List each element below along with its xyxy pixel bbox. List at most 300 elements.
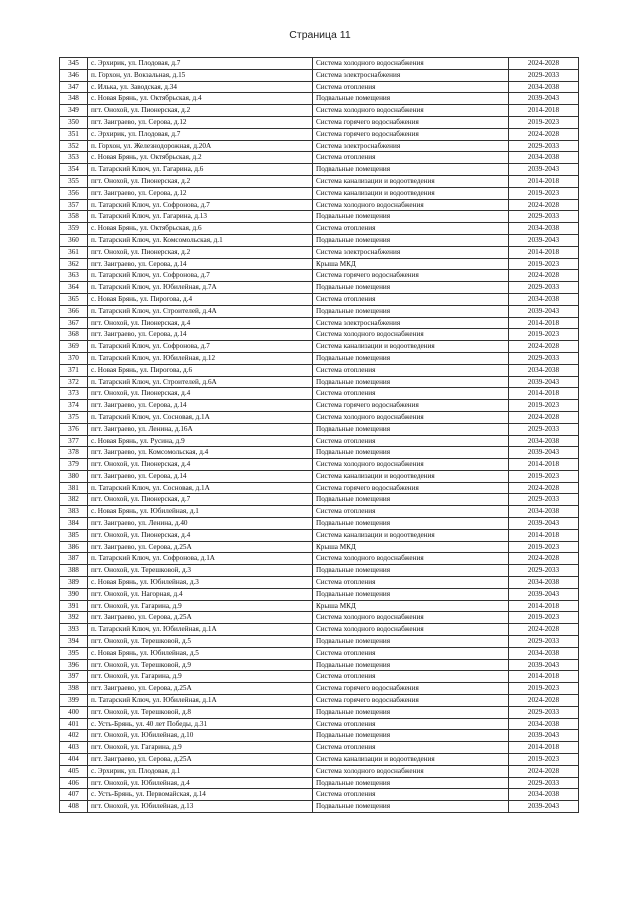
row-period: 2019-2023 <box>509 187 579 199</box>
row-number: 345 <box>60 58 88 70</box>
row-number: 391 <box>60 600 88 612</box>
table-row <box>60 69 579 81</box>
table-row <box>60 175 579 187</box>
row-system: Подвальные помещения <box>313 777 509 789</box>
table-row <box>60 270 579 282</box>
row-system: Система горячего водоснабжения <box>313 270 509 282</box>
row-number: 390 <box>60 588 88 600</box>
row-system: Система холодного водоснабжения <box>313 553 509 565</box>
row-number: 384 <box>60 518 88 530</box>
row-number: 376 <box>60 423 88 435</box>
row-system: Подвальные помещения <box>313 352 509 364</box>
row-period: 2019-2023 <box>509 470 579 482</box>
row-address: пгт. Заиграево, ул. Ленина, д.16А <box>88 423 313 435</box>
row-system: Подвальные помещения <box>313 588 509 600</box>
row-system: Система отопления <box>313 647 509 659</box>
row-system: Подвальные помещения <box>313 376 509 388</box>
row-period: 2014-2018 <box>509 600 579 612</box>
row-period: 2019-2023 <box>509 258 579 270</box>
table-row <box>60 777 579 789</box>
table-row <box>60 128 579 140</box>
row-number: 377 <box>60 435 88 447</box>
row-number: 383 <box>60 506 88 518</box>
row-period: 2039-2043 <box>509 164 579 176</box>
row-system: Система отопления <box>313 577 509 589</box>
row-address: пгт. Онохой, ул. Пионерская, д.2 <box>88 105 313 117</box>
row-address: пгт. Онохой, ул. Пионерская, д.7 <box>88 494 313 506</box>
row-period: 2034-2038 <box>509 435 579 447</box>
row-period: 2014-2018 <box>509 105 579 117</box>
row-system: Подвальные помещения <box>313 93 509 105</box>
row-number: 393 <box>60 624 88 636</box>
row-system: Система холодного водоснабжения <box>313 459 509 471</box>
row-address: с. Новая Брянь, ул. Октябрьская, д.2 <box>88 152 313 164</box>
row-period: 2019-2023 <box>509 754 579 766</box>
row-number: 398 <box>60 683 88 695</box>
row-system: Подвальные помещения <box>313 211 509 223</box>
row-address: с. Новая Брянь, ул. Октябрьская, д.4 <box>88 93 313 105</box>
row-system: Подвальные помещения <box>313 636 509 648</box>
row-address: пгт. Заиграево, ул. Серова, д.14 <box>88 258 313 270</box>
row-address: п. Татарский Ключ, ул. Сосновая, д.1А <box>88 482 313 494</box>
row-period: 2034-2038 <box>509 152 579 164</box>
row-address: с. Усть-Брянь, ул. Первомайская, д.14 <box>88 789 313 801</box>
table-row <box>60 671 579 683</box>
row-address: п. Горхон, ул. Вокзальная, д.15 <box>88 69 313 81</box>
table-row <box>60 187 579 199</box>
row-period: 2029-2033 <box>509 282 579 294</box>
table-row <box>60 801 579 813</box>
row-period: 2024-2028 <box>509 341 579 353</box>
row-address: п. Татарский Ключ, ул. Софронова, д.7 <box>88 199 313 211</box>
row-number: 382 <box>60 494 88 506</box>
row-period: 2024-2028 <box>509 199 579 211</box>
row-number: 356 <box>60 187 88 199</box>
row-period: 2034-2038 <box>509 577 579 589</box>
row-number: 396 <box>60 659 88 671</box>
row-address: с. Новая Брянь, ул. Юбилейная, д.1 <box>88 506 313 518</box>
table-row <box>60 789 579 801</box>
row-system: Система отопления <box>313 81 509 93</box>
row-number: 405 <box>60 765 88 777</box>
row-number: 362 <box>60 258 88 270</box>
row-number: 399 <box>60 695 88 707</box>
row-period: 2024-2028 <box>509 128 579 140</box>
row-number: 351 <box>60 128 88 140</box>
row-address: с. Эрхирик, ул. Плодовая, д.7 <box>88 58 313 70</box>
table-row <box>60 565 579 577</box>
row-period: 2019-2023 <box>509 329 579 341</box>
row-number: 394 <box>60 636 88 648</box>
row-system: Система горячего водоснабжения <box>313 116 509 128</box>
page-header: Страница 11 <box>289 29 351 41</box>
row-number: 368 <box>60 329 88 341</box>
row-period: 2014-2018 <box>509 317 579 329</box>
row-number: 347 <box>60 81 88 93</box>
row-number: 379 <box>60 459 88 471</box>
row-period: 2039-2043 <box>509 234 579 246</box>
row-period: 2039-2043 <box>509 730 579 742</box>
table-row <box>60 600 579 612</box>
table-row <box>60 683 579 695</box>
row-period: 2039-2043 <box>509 376 579 388</box>
row-system: Подвальные помещения <box>313 164 509 176</box>
row-number: 373 <box>60 388 88 400</box>
row-system: Система холодного водоснабжения <box>313 411 509 423</box>
registry-table <box>59 57 579 813</box>
row-period: 2039-2043 <box>509 659 579 671</box>
row-period: 2014-2018 <box>509 459 579 471</box>
row-address: пгт. Онохой, ул. Терешковой, д.3 <box>88 565 313 577</box>
row-number: 370 <box>60 352 88 364</box>
table-row <box>60 105 579 117</box>
row-address: пгт. Заиграево, ул. Серова, д.12 <box>88 187 313 199</box>
row-number: 385 <box>60 529 88 541</box>
row-number: 366 <box>60 305 88 317</box>
row-period: 2014-2018 <box>509 388 579 400</box>
row-number: 374 <box>60 400 88 412</box>
row-address: пгт. Онохой, ул. Юбилейная, д.10 <box>88 730 313 742</box>
row-address: п. Татарский Ключ, ул. Юбилейная, д.7А <box>88 282 313 294</box>
table-row <box>60 541 579 553</box>
row-period: 2034-2038 <box>509 223 579 235</box>
row-number: 371 <box>60 364 88 376</box>
table-row <box>60 341 579 353</box>
row-number: 406 <box>60 777 88 789</box>
row-address: пгт. Заиграево, ул. Серова, д.14 <box>88 470 313 482</box>
row-system: Система канализации и водоотведения <box>313 470 509 482</box>
row-address: пгт. Заиграево, ул. Серова, д.25А <box>88 541 313 553</box>
row-period: 2034-2038 <box>509 506 579 518</box>
table-row <box>60 718 579 730</box>
row-number: 408 <box>60 801 88 813</box>
row-system: Подвальные помещения <box>313 730 509 742</box>
row-system: Подвальные помещения <box>313 282 509 294</box>
row-number: 361 <box>60 246 88 258</box>
row-system: Система горячего водоснабжения <box>313 128 509 140</box>
row-address: п. Горхон, ул. Железнодорожная, д.20А <box>88 140 313 152</box>
row-number: 346 <box>60 69 88 81</box>
row-system: Система горячего водоснабжения <box>313 695 509 707</box>
table-row <box>60 81 579 93</box>
row-address: пгт. Заиграево, ул. Серова, д.25А <box>88 754 313 766</box>
row-system: Система горячего водоснабжения <box>313 400 509 412</box>
table-row <box>60 246 579 258</box>
row-number: 352 <box>60 140 88 152</box>
row-system: Подвальные помещения <box>313 659 509 671</box>
row-system: Система отопления <box>313 388 509 400</box>
table-row <box>60 58 579 70</box>
row-period: 2039-2043 <box>509 447 579 459</box>
row-system: Система электроснабжения <box>313 246 509 258</box>
row-number: 354 <box>60 164 88 176</box>
row-system: Подвальные помещения <box>313 423 509 435</box>
row-number: 369 <box>60 341 88 353</box>
row-system: Подвальные помещения <box>313 447 509 459</box>
row-address: пгт. Заиграево, ул. Серова, д.25А <box>88 612 313 624</box>
row-period: 2034-2038 <box>509 293 579 305</box>
row-period: 2019-2023 <box>509 400 579 412</box>
row-number: 386 <box>60 541 88 553</box>
row-address: с. Новая Брянь, ул. Пирогова, д.4 <box>88 293 313 305</box>
row-address: пгт. Онохой, ул. Пионерская, д.4 <box>88 317 313 329</box>
table-row <box>60 293 579 305</box>
row-address: с. Новая Брянь, ул. Октябрьская, д.6 <box>88 223 313 235</box>
row-address: пгт. Онохой, ул. Пионерская, д.4 <box>88 459 313 471</box>
row-period: 2024-2028 <box>509 58 579 70</box>
table-row <box>60 400 579 412</box>
table-row <box>60 730 579 742</box>
row-number: 381 <box>60 482 88 494</box>
row-system: Система холодного водоснабжения <box>313 105 509 117</box>
row-system: Система электроснабжения <box>313 69 509 81</box>
table-row <box>60 93 579 105</box>
table-row <box>60 447 579 459</box>
row-period: 2014-2018 <box>509 529 579 541</box>
row-number: 401 <box>60 718 88 730</box>
row-period: 2029-2033 <box>509 69 579 81</box>
row-number: 392 <box>60 612 88 624</box>
row-period: 2029-2033 <box>509 494 579 506</box>
row-system: Система канализации и водоотведения <box>313 341 509 353</box>
table-row <box>60 352 579 364</box>
table-row <box>60 529 579 541</box>
row-address: пгт. Заиграево, ул. Серова, д.25А <box>88 683 313 695</box>
row-system: Система отопления <box>313 789 509 801</box>
row-system: Система отопления <box>313 223 509 235</box>
row-number: 404 <box>60 754 88 766</box>
row-system: Система горячего водоснабжения <box>313 482 509 494</box>
row-system: Система канализации и водоотведения <box>313 187 509 199</box>
table-row <box>60 482 579 494</box>
row-system: Система электроснабжения <box>313 317 509 329</box>
row-period: 2034-2038 <box>509 81 579 93</box>
row-system: Система отопления <box>313 435 509 447</box>
table-row <box>60 577 579 589</box>
row-address: пгт. Онохой, ул. Пионерская, д.4 <box>88 529 313 541</box>
table-row <box>60 305 579 317</box>
row-address: пгт. Заиграево, ул. Серова, д.14 <box>88 400 313 412</box>
row-address: пгт. Заиграево, ул. Серова, д.12 <box>88 116 313 128</box>
row-address: пгт. Онохой, ул. Терешковой, д.9 <box>88 659 313 671</box>
table-row <box>60 506 579 518</box>
row-system: Система горячего водоснабжения <box>313 683 509 695</box>
row-system: Система отопления <box>313 718 509 730</box>
row-address: п. Татарский Ключ, ул. Строителей, д.4А <box>88 305 313 317</box>
row-period: 2039-2043 <box>509 518 579 530</box>
row-number: 359 <box>60 223 88 235</box>
row-address: пгт. Заиграево, ул. Ленина, д.40 <box>88 518 313 530</box>
row-period: 2019-2023 <box>509 683 579 695</box>
table-row <box>60 223 579 235</box>
row-number: 365 <box>60 293 88 305</box>
row-address: п. Татарский Ключ, ул. Сосновая, д.1А <box>88 411 313 423</box>
row-address: п. Татарский Ключ, ул. Гагарина, д.13 <box>88 211 313 223</box>
row-period: 2039-2043 <box>509 93 579 105</box>
row-system: Крыша МКД <box>313 258 509 270</box>
row-number: 387 <box>60 553 88 565</box>
table-row <box>60 518 579 530</box>
row-system: Система холодного водоснабжения <box>313 765 509 777</box>
row-period: 2029-2033 <box>509 777 579 789</box>
table-row <box>60 647 579 659</box>
row-system: Система холодного водоснабжения <box>313 329 509 341</box>
table-row <box>60 258 579 270</box>
row-number: 358 <box>60 211 88 223</box>
row-address: п. Татарский Ключ, ул. Юбилейная, д.12 <box>88 352 313 364</box>
row-address: п. Татарский Ключ, ул. Софронова, д.7 <box>88 270 313 282</box>
row-address: пгт. Заиграево, ул. Серова, д.14 <box>88 329 313 341</box>
row-address: п. Татарский Ключ, ул. Софронова, д.7 <box>88 341 313 353</box>
table-row <box>60 388 579 400</box>
row-period: 2024-2028 <box>509 553 579 565</box>
row-period: 2039-2043 <box>509 305 579 317</box>
row-number: 350 <box>60 116 88 128</box>
row-address: пгт. Онохой, ул. Пионерская, д.4 <box>88 388 313 400</box>
row-system: Подвальные помещения <box>313 565 509 577</box>
row-number: 355 <box>60 175 88 187</box>
table-row <box>60 659 579 671</box>
row-number: 364 <box>60 282 88 294</box>
row-number: 400 <box>60 706 88 718</box>
table-row <box>60 282 579 294</box>
row-number: 389 <box>60 577 88 589</box>
row-period: 2019-2023 <box>509 612 579 624</box>
row-system: Система канализации и водоотведения <box>313 529 509 541</box>
row-number: 349 <box>60 105 88 117</box>
row-period: 2014-2018 <box>509 742 579 754</box>
row-address: с. Илька, ул. Заводская, д.34 <box>88 81 313 93</box>
row-period: 2034-2038 <box>509 789 579 801</box>
row-address: с. Новая Брянь, ул. Юбилейная, д.3 <box>88 577 313 589</box>
row-number: 403 <box>60 742 88 754</box>
row-period: 2014-2018 <box>509 246 579 258</box>
table-row <box>60 742 579 754</box>
table-row <box>60 435 579 447</box>
row-system: Система отопления <box>313 293 509 305</box>
row-address: пгт. Онохой, ул. Терешковой, д.5 <box>88 636 313 648</box>
table-row <box>60 459 579 471</box>
table-row <box>60 612 579 624</box>
row-period: 2029-2033 <box>509 706 579 718</box>
table-row <box>60 553 579 565</box>
row-system: Подвальные помещения <box>313 494 509 506</box>
row-number: 380 <box>60 470 88 482</box>
row-period: 2019-2023 <box>509 116 579 128</box>
row-address: п. Татарский Ключ, ул. Юбилейная, д.1А <box>88 695 313 707</box>
row-number: 353 <box>60 152 88 164</box>
row-period: 2029-2033 <box>509 565 579 577</box>
row-period: 2039-2043 <box>509 588 579 600</box>
table-row <box>60 624 579 636</box>
row-number: 357 <box>60 199 88 211</box>
row-period: 2024-2028 <box>509 411 579 423</box>
row-address: п. Татарский Ключ, ул. Юбилейная, д.1А <box>88 624 313 636</box>
table-row <box>60 317 579 329</box>
row-number: 360 <box>60 234 88 246</box>
registry-table-body <box>60 58 579 813</box>
row-period: 2014-2018 <box>509 671 579 683</box>
row-period: 2029-2033 <box>509 140 579 152</box>
row-address: пгт. Онохой, ул. Пионерская, д.2 <box>88 246 313 258</box>
table-row <box>60 164 579 176</box>
row-system: Система отопления <box>313 671 509 683</box>
row-number: 402 <box>60 730 88 742</box>
row-address: пгт. Онохой, ул. Терешковой, д.8 <box>88 706 313 718</box>
row-system: Подвальные помещения <box>313 234 509 246</box>
table-row <box>60 695 579 707</box>
row-system: Система канализации и водоотведения <box>313 175 509 187</box>
table-row <box>60 765 579 777</box>
table-row <box>60 706 579 718</box>
row-number: 378 <box>60 447 88 459</box>
row-address: п. Татарский Ключ, ул. Гагарина, д.6 <box>88 164 313 176</box>
table-row <box>60 329 579 341</box>
row-system: Подвальные помещения <box>313 518 509 530</box>
table-row <box>60 364 579 376</box>
row-period: 2019-2023 <box>509 541 579 553</box>
row-system: Система отопления <box>313 742 509 754</box>
row-system: Система холодного водоснабжения <box>313 199 509 211</box>
row-period: 2024-2028 <box>509 695 579 707</box>
row-address: с. Новая Брянь, ул. Юбилейная, д.5 <box>88 647 313 659</box>
row-number: 375 <box>60 411 88 423</box>
row-address: п. Татарский Ключ, ул. Софронова, д.1А <box>88 553 313 565</box>
row-period: 2029-2033 <box>509 352 579 364</box>
table-row <box>60 199 579 211</box>
row-system: Крыша МКД <box>313 600 509 612</box>
row-system: Система холодного водоснабжения <box>313 624 509 636</box>
row-system: Подвальные помещения <box>313 706 509 718</box>
table-row <box>60 211 579 223</box>
row-address: пгт. Онохой, ул. Гагарина, д.9 <box>88 671 313 683</box>
row-number: 388 <box>60 565 88 577</box>
row-number: 407 <box>60 789 88 801</box>
row-system: Система холодного водоснабжения <box>313 58 509 70</box>
row-period: 2014-2018 <box>509 175 579 187</box>
row-period: 2034-2038 <box>509 647 579 659</box>
row-number: 363 <box>60 270 88 282</box>
row-address: пгт. Онохой, ул. Гагарина, д.9 <box>88 600 313 612</box>
row-address: пгт. Заиграево, ул. Комсомольская, д.4 <box>88 447 313 459</box>
row-period: 2029-2033 <box>509 636 579 648</box>
row-period: 2024-2028 <box>509 624 579 636</box>
table-row <box>60 470 579 482</box>
table-row <box>60 234 579 246</box>
row-system: Система отопления <box>313 364 509 376</box>
row-system: Подвальные помещения <box>313 305 509 317</box>
row-address: п. Татарский Ключ, ул. Комсомольская, д.1 <box>88 234 313 246</box>
row-system: Система канализации и водоотведения <box>313 754 509 766</box>
table-row <box>60 376 579 388</box>
row-address: пгт. Онохой, ул. Нагорная, д.4 <box>88 588 313 600</box>
row-system: Крыша МКД <box>313 541 509 553</box>
row-period: 2034-2038 <box>509 364 579 376</box>
table-row <box>60 494 579 506</box>
row-address: с. Усть-Брянь, ул. 40 лет Победы, д.31 <box>88 718 313 730</box>
row-address: пгт. Онохой, ул. Юбилейная, д.4 <box>88 777 313 789</box>
table-row <box>60 140 579 152</box>
row-address: пгт. Онохой, ул. Гагарина, д.9 <box>88 742 313 754</box>
row-address: п. Татарский Ключ, ул. Строителей, д.6А <box>88 376 313 388</box>
row-number: 367 <box>60 317 88 329</box>
row-address: с. Эрхирик, ул. Плодовая, д.1 <box>88 765 313 777</box>
row-address: пгт. Онохой, ул. Пионерская, д.2 <box>88 175 313 187</box>
table-row <box>60 423 579 435</box>
row-address: с. Новая Брянь, ул. Русина, д.9 <box>88 435 313 447</box>
row-number: 395 <box>60 647 88 659</box>
row-system: Система холодного водоснабжения <box>313 612 509 624</box>
